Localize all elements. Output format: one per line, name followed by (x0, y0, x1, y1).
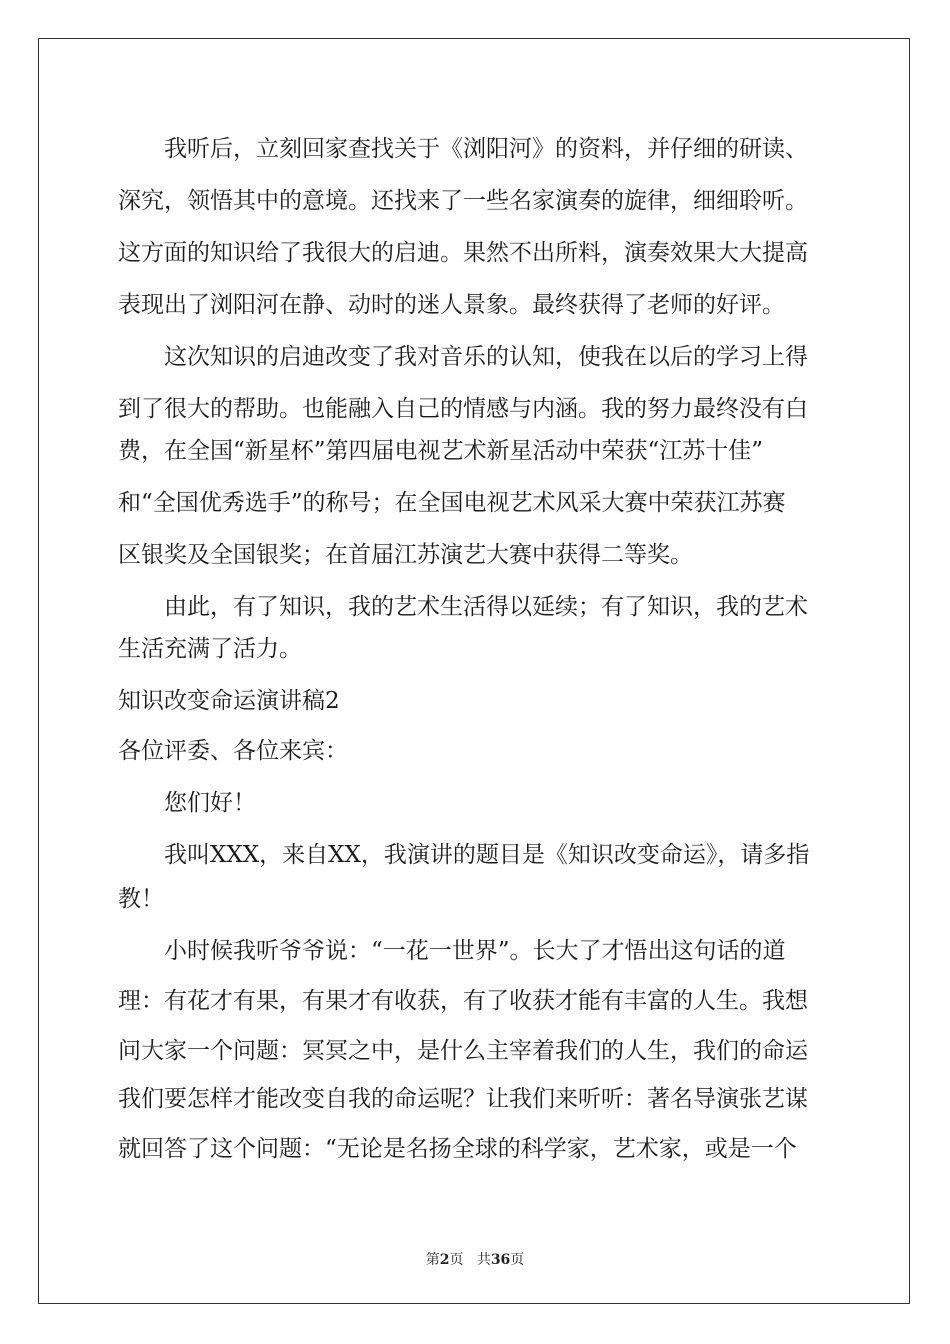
total-suffix: 页 (510, 1252, 525, 1268)
page-footer (0, 1249, 950, 1269)
text-line: 这方面的知识给了我很大的启迪。果然不出所料，演奏效果大大提高 (118, 240, 808, 266)
total-pages: 36 (490, 1252, 511, 1268)
text-line: 由此，有了知识，我的艺术生活得以延续；有了知识，我的艺术 (164, 594, 808, 620)
text-line: 小时候我听爷爷说：“一花一世界”。长大了才悟出这句话的道 (164, 938, 786, 964)
text-line: 到了很大的帮助。也能融入自己的情感与内涵。我的努力最终没有白 (118, 396, 808, 422)
text-line: 表现出了浏阳河在静、动时的迷人景象。最终获得了老师的好评。 (118, 292, 785, 318)
section-heading: 知识改变命运演讲稿2 (118, 688, 340, 714)
greeting: 您们好！ (164, 790, 256, 816)
text-line: 区银奖及全国银奖；在首届江苏演艺大赛中获得二等奖。 (118, 542, 693, 568)
total-prefix: 共 (476, 1252, 491, 1268)
text-line: 教！ (118, 886, 164, 912)
text-line: 就回答了这个问题：“无论是名扬全球的科学家，艺术家，或是一个 (118, 1136, 797, 1162)
text-line: 费，在全国“新星杯”第四届电视艺术新星活动中荣获“江苏十佳” (118, 438, 764, 464)
page-number: 2 (439, 1252, 450, 1268)
page-suffix: 页 (449, 1252, 464, 1268)
text-line: 和“全国优秀选手”的称号；在全国电视艺术风采大赛中荣获江苏赛 (118, 490, 786, 516)
page-prefix: 第 (425, 1252, 440, 1268)
salutation: 各位评委、各位来宾： (118, 738, 348, 764)
text-line: 深究，领悟其中的意境。还找来了一些名家演奏的旋律，细细聆听。 (118, 188, 808, 214)
text-line: 我叫XXX，来自XX，我演讲的题目是《知识改变命运》，请多指 (164, 842, 810, 868)
text-line: 我们要怎样才能改变自我的命运呢？让我们来听听：著名导演张艺谋 (118, 1086, 808, 1112)
text-line: 生活充满了活力。 (118, 636, 302, 662)
text-line: 我听后，立刻回家查找关于《浏阳河》的资料，并仔细的研读、 (164, 136, 808, 162)
text-line: 理：有花才有果，有果才有收获，有了收获才能有丰富的人生。我想 (118, 988, 808, 1014)
text-line: 问大家一个问题：冥冥之中，是什么主宰着我们的人生，我们的命运 (118, 1038, 808, 1064)
text-line: 这次知识的启迪改变了我对音乐的认知，使我在以后的学习上得 (164, 344, 808, 370)
page-border (38, 38, 910, 1304)
